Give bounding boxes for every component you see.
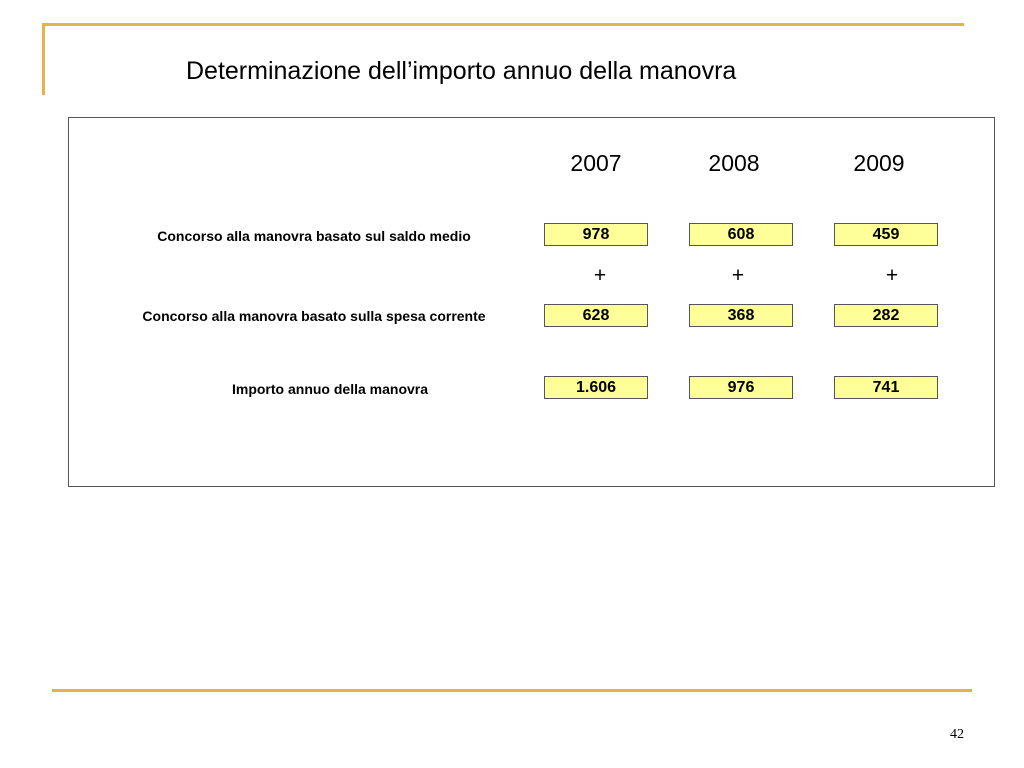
accent-line-bottom [52, 689, 972, 692]
plus-sign-2007: + [593, 264, 607, 287]
slide-title: Determinazione dell’importo annuo della manovra [186, 57, 737, 85]
value-spesa-corrente-2007: 628 [544, 304, 648, 327]
year-header-2008: 2008 [708, 150, 760, 176]
year-header-2009: 2009 [853, 150, 905, 176]
row-label-saldo-medio: Concorso alla manovra basato sul saldo medio [157, 228, 471, 244]
page-number: 42 [950, 727, 964, 742]
value-spesa-corrente-2008: 368 [689, 304, 793, 327]
value-importo-annuo-2007: 1.606 [544, 376, 648, 399]
value-saldo-medio-2008: 608 [689, 223, 793, 246]
accent-line-left [42, 23, 45, 95]
year-header-2007: 2007 [570, 150, 622, 176]
plus-sign-2008: + [731, 264, 745, 287]
value-saldo-medio-2009: 459 [834, 223, 938, 246]
value-spesa-corrente-2009: 282 [834, 304, 938, 327]
row-label-importo-annuo: Importo annuo della manovra [231, 381, 429, 397]
plus-sign-2009: + [885, 264, 899, 287]
accent-line-top [42, 23, 964, 26]
value-importo-annuo-2008: 976 [689, 376, 793, 399]
value-importo-annuo-2009: 741 [834, 376, 938, 399]
row-label-spesa-corrente: Concorso alla manovra basato sulla spesa corrente [142, 308, 486, 324]
value-saldo-medio-2007: 978 [544, 223, 648, 246]
